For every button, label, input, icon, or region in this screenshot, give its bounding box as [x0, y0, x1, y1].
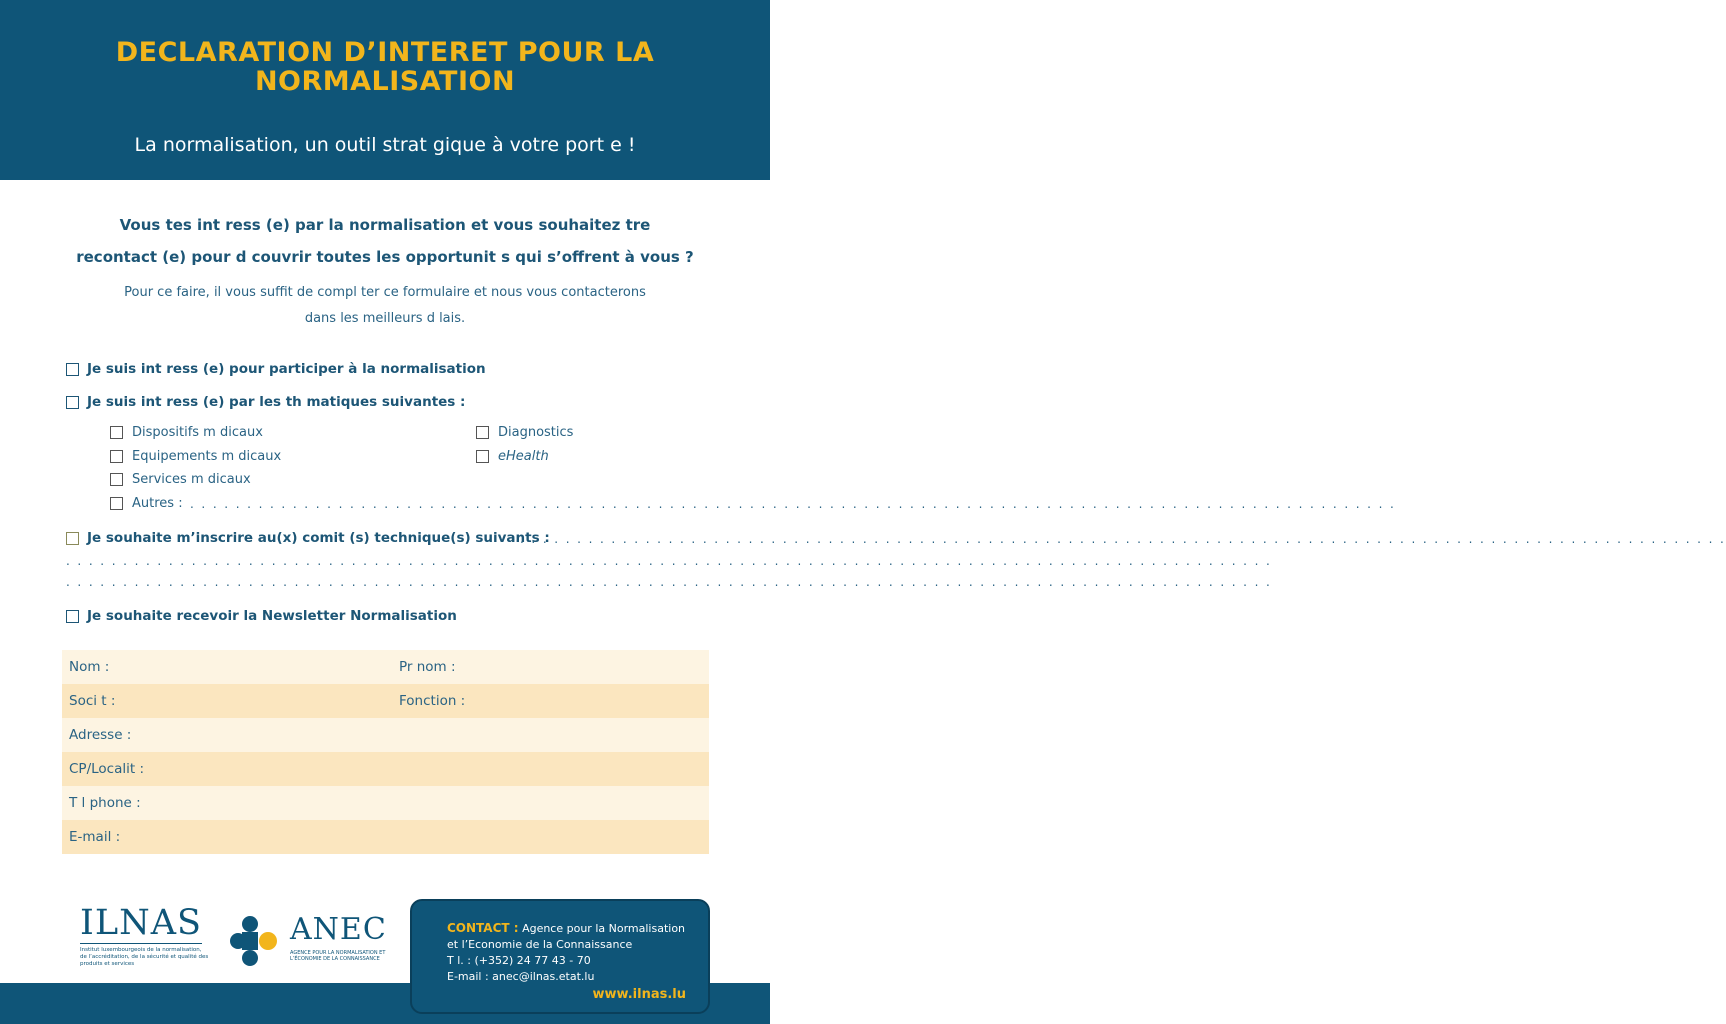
- contact-box: [410, 899, 710, 1014]
- page-title: [0, 38, 770, 96]
- theme-services[interactable]: [110, 472, 251, 487]
- societe-field[interactable]: Soci t :: [69, 693, 116, 709]
- contact-email[interactable]: E-mail : anec@ilnas.etat.lu: [447, 970, 595, 983]
- page-subtitle: La normalisation, un outil strat gique à votre port e !: [134, 134, 636, 156]
- intro-text-line1: Pour ce faire, il vous suffit de compl ter ce formulaire et nous vous contacterons: [124, 285, 646, 300]
- contact-line1: [447, 921, 685, 935]
- theme-ehealth-label: eHealth: [498, 449, 549, 464]
- autres-fill-line[interactable]: . . . . . . . . . . . . . . . . . . . . . . . . . . . . . . . . . . . . . . . . . . . . . . . . . . . . . . . . . . . . . . . . . . . . . . . . . . . . . . . . . . . . . . . . . . . . . . . . . . . . . . . . . .: [190, 497, 1396, 511]
- website-link[interactable]: www.ilnas.lu: [592, 987, 686, 1002]
- committees-label: Je souhaite m’inscrire au(x) comit (s) technique(s) suivants :: [87, 530, 550, 546]
- form-row-cp: [62, 752, 709, 786]
- anec-logo: [230, 912, 390, 972]
- ilnas-divider: [80, 943, 202, 944]
- ilnas-description: Institut luxembourgeois de la normalisation, de l’accréditation, de la sécurité et qualité des produits et services: [80, 947, 209, 967]
- theme-dispositifs-label: Dispositifs m dicaux: [132, 425, 263, 440]
- contact-label: CONTACT :: [447, 921, 519, 935]
- themes-option[interactable]: [66, 394, 465, 410]
- contact-agency: Agence pour la Normalisation: [522, 922, 686, 935]
- nom-field[interactable]: Nom :: [69, 659, 110, 675]
- page-title-line2: NORMALISATION: [254, 66, 516, 97]
- theme-services-label: Services m dicaux: [132, 472, 251, 487]
- theme-autres[interactable]: [110, 496, 183, 511]
- committees-fill-line1[interactable]: . . . . . . . . . . . . . . . . . . . . . . . . . . . . . . . . . . . . . . . . . . . . . . . . . . . . . . . . . . . . . . . . . . . . . . . . . . . . . . . . . . . . . . . . . . . . . . . . . . . . . . . . . .: [520, 532, 1726, 546]
- theme-dispositifs-checkbox[interactable]: [110, 426, 123, 439]
- theme-ehealth[interactable]: [476, 449, 549, 464]
- theme-services-checkbox[interactable]: [110, 473, 123, 486]
- newsletter-checkbox[interactable]: [66, 610, 79, 623]
- theme-equipements[interactable]: [110, 449, 281, 464]
- theme-diagnostics-label: Diagnostics: [498, 425, 574, 440]
- intro-question-line1: Vous tes int ress (e) par la normalisation et vous souhaitez tre: [119, 216, 651, 234]
- newsletter-label: Je souhaite recevoir la Newsletter Normalisation: [87, 608, 457, 624]
- theme-equipements-label: Equipements m dicaux: [132, 449, 282, 464]
- contact-line2: et l’Economie de la Connaissance: [447, 938, 633, 951]
- themes-label: Je suis int ress (e) par les th matiques suivantes :: [87, 394, 466, 410]
- telephone-field[interactable]: T l phone :: [69, 795, 141, 811]
- anec-wordmark: ANEC: [290, 912, 387, 947]
- email-field[interactable]: E-mail :: [69, 829, 121, 845]
- committees-fill-line3[interactable]: . . . . . . . . . . . . . . . . . . . . . . . . . . . . . . . . . . . . . . . . . . . . . . . . . . . . . . . . . . . . . . . . . . . . . . . . . . . . . . . . . . . . . . . . . . . . . . . . . . . . . . . . . .: [66, 575, 1272, 589]
- ilnas-logo: [80, 905, 210, 975]
- form-row-company: [62, 684, 709, 718]
- theme-dispositifs[interactable]: [110, 425, 263, 440]
- intro-question-line2: recontact (e) pour d couvrir toutes les opportunit s qui s’offrent à vous ?: [76, 248, 694, 266]
- participate-label: Je suis int ress (e) pour participer à la normalisation: [87, 361, 486, 377]
- theme-diagnostics-checkbox[interactable]: [476, 426, 489, 439]
- cp-localite-field[interactable]: CP/Localit :: [69, 761, 144, 777]
- theme-diagnostics[interactable]: [476, 425, 573, 440]
- form-row-address: [62, 718, 709, 752]
- theme-ehealth-checkbox[interactable]: [476, 450, 489, 463]
- form-row-phone: [62, 786, 709, 820]
- theme-autres-checkbox[interactable]: [110, 497, 123, 510]
- newsletter-option[interactable]: [66, 608, 457, 624]
- theme-equipements-checkbox[interactable]: [110, 450, 123, 463]
- header-banner: [0, 0, 770, 180]
- ilnas-wordmark: ILNAS: [80, 903, 202, 943]
- theme-autres-label: Autres :: [132, 496, 183, 511]
- intro-text-line2: dans les meilleurs d lais.: [304, 311, 466, 326]
- contact-phone: T l. : (+352) 24 77 43 - 70: [447, 954, 591, 967]
- participate-checkbox[interactable]: [66, 363, 79, 376]
- form-row-name: [62, 650, 709, 684]
- anec-description: AGENCE POUR LA NORMALISATION ET L’ÉCONOMIE DE LA CONNAISSANCE: [290, 950, 386, 962]
- contact-form: [62, 650, 709, 854]
- page-title-line1: DECLARATION D’INTERET POUR LA: [115, 37, 655, 68]
- committees-checkbox[interactable]: [66, 532, 79, 545]
- form-row-email: [62, 820, 709, 854]
- adresse-field[interactable]: Adresse :: [69, 727, 132, 743]
- prenom-field[interactable]: Pr nom :: [399, 659, 456, 675]
- anec-symbol-icon: [230, 914, 288, 968]
- themes-checkbox[interactable]: [66, 396, 79, 409]
- participate-option[interactable]: [66, 361, 486, 377]
- committees-fill-line2[interactable]: . . . . . . . . . . . . . . . . . . . . . . . . . . . . . . . . . . . . . . . . . . . . . . . . . . . . . . . . . . . . . . . . . . . . . . . . . . . . . . . . . . . . . . . . . . . . . . . . . . . . . . . . . .: [66, 554, 1272, 568]
- committees-option[interactable]: [66, 530, 550, 546]
- fonction-field[interactable]: Fonction :: [399, 693, 466, 709]
